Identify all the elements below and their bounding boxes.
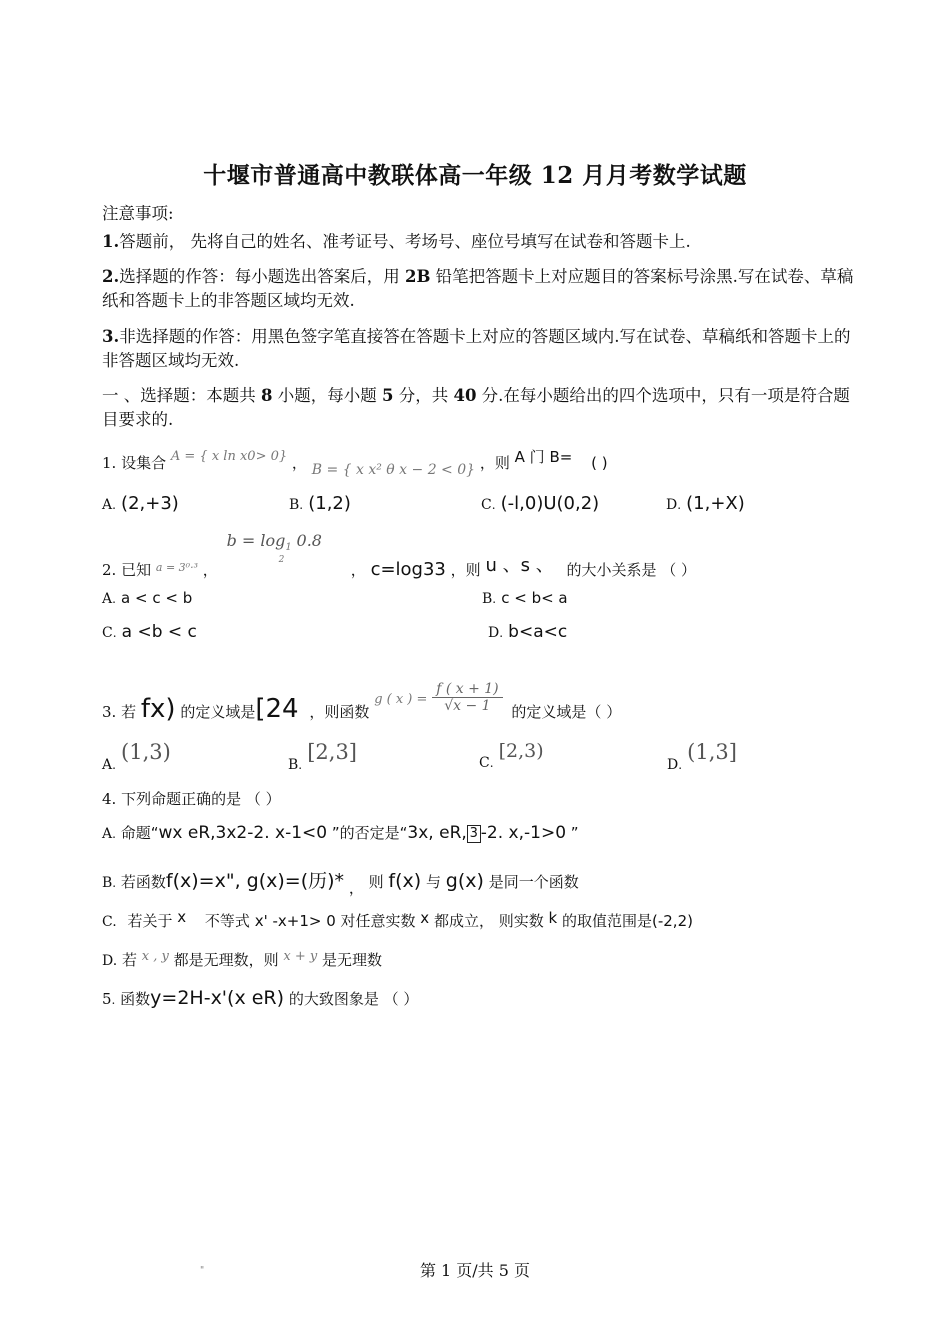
q2-option-d-text: b<a<c xyxy=(508,622,568,642)
option-dot: . xyxy=(678,758,683,772)
q3-num: 3. xyxy=(102,703,117,721)
q1-option-d-label: D xyxy=(666,497,678,513)
section-1-n2: 5 xyxy=(381,386,394,405)
question-5 xyxy=(102,987,418,1009)
q1-option-c-text: (-l,0)U(0,2) xyxy=(500,493,600,514)
q1-num: 1. xyxy=(102,454,117,472)
q1-paren: ( ) xyxy=(591,454,608,472)
q3-option-b xyxy=(288,740,358,773)
q4-option-c-label: C. xyxy=(102,914,117,930)
q3-then: ，则函数 xyxy=(309,703,370,721)
q3-option-d-text: (1,3] xyxy=(687,740,737,764)
q1-option-b-label: B xyxy=(289,497,300,513)
q2-option-a-label: A xyxy=(102,591,113,607)
q4-b-comma: ， xyxy=(348,879,364,897)
option-dot: . xyxy=(499,626,504,640)
notice-3-text: 非选择题的作答：用黑色签字笔直接答在答题卡上对应的答题区域内.写在试卷、草稿纸和答题卡上的非答题区域均无效. xyxy=(102,327,851,370)
q4-option-b-label: B xyxy=(102,875,113,891)
q2-comma1: ， xyxy=(202,561,218,579)
q1-set-a: A = { x ln x0> 0} xyxy=(170,449,288,464)
q1-option-a-label: A xyxy=(102,497,113,513)
section-1-c: 分，共 xyxy=(393,386,454,405)
q1-set-b: B = { x x² θ x − 2 < 0} xyxy=(311,462,476,478)
q4-a-pre: 命题“ xyxy=(120,824,159,842)
q2-rel: 的大小关系是 （ ） xyxy=(566,561,697,579)
q4-b-then: 则 xyxy=(368,873,384,891)
q2-option-a xyxy=(102,588,192,607)
q4-option-d xyxy=(102,949,382,970)
q4-d-tail: 是无理数 xyxy=(322,951,383,969)
q2-b-expr: b = log xyxy=(226,531,286,550)
q1-option-d xyxy=(666,493,745,514)
question-3 xyxy=(102,660,622,724)
q2-option-d-label: D xyxy=(488,625,500,641)
q5-num: 5 xyxy=(102,990,112,1008)
option-dot: . xyxy=(112,626,117,640)
q1-option-c xyxy=(481,493,599,514)
q4-c-x: x xyxy=(177,908,187,926)
option-dot: . xyxy=(299,498,304,512)
q2-option-c-text: a <b < c xyxy=(121,622,197,642)
q1-option-b xyxy=(289,493,351,514)
notice-3-num: 3. xyxy=(102,327,120,346)
q1-then: ，则 xyxy=(479,454,510,472)
notice-1-num: 1. xyxy=(102,232,120,251)
q4-a-expr2a: 3x, eR, xyxy=(407,823,467,843)
q4-a-expr2b: -2. x,-1>0 xyxy=(480,823,567,843)
q1-option-b-text: (1,2) xyxy=(308,493,351,514)
section-1-intro xyxy=(102,384,862,432)
q2-b-val: 0.8 xyxy=(296,531,322,550)
q2-option-c-label: C xyxy=(102,625,113,641)
q4-b-tail: 是同一个函数 xyxy=(488,873,579,891)
q4-option-d-label: D. xyxy=(102,953,118,969)
option-dot: . xyxy=(112,498,116,512)
q4-c-k: k xyxy=(548,909,558,927)
q4-a-post: ” xyxy=(570,824,579,842)
option-dot: . xyxy=(112,876,117,890)
page-title: 十堰市普通高中教联体高一年级 12 月月考数学试题 xyxy=(203,162,747,189)
notice-2-bold: 2B xyxy=(404,267,431,286)
notice-2 xyxy=(102,265,862,313)
q1-option-a-text: (2,+3) xyxy=(121,493,179,514)
notice-2-num: 2. xyxy=(102,267,120,286)
q4-a-expr1: wx eR,3x2-2. x-1<0 xyxy=(158,823,328,843)
q3-option-a-text: (1,3) xyxy=(121,740,171,764)
q4-option-b xyxy=(102,866,579,897)
option-dot: . xyxy=(677,498,682,512)
q1-option-d-text: (1,+X) xyxy=(686,493,745,514)
q2-then: ，则 xyxy=(450,561,481,579)
q2-option-c xyxy=(102,622,197,642)
q4-b-and: 与 xyxy=(425,873,441,891)
q4-option-a xyxy=(102,822,579,843)
q2-a-expr: a = 3⁰·³ xyxy=(155,561,198,574)
q3-option-d-label: D xyxy=(667,757,679,773)
option-dot: . xyxy=(298,758,303,772)
q4-option-c xyxy=(102,910,693,931)
section-1-n3: 40 xyxy=(453,386,477,405)
q3-option-d xyxy=(667,740,737,773)
q3-fx: fx) xyxy=(140,694,176,724)
q3-g-numerator: f ( x + 1) xyxy=(432,681,502,698)
q5-tail: 的大致图象是 （ ） xyxy=(288,990,419,1008)
q4-b-fx: f(x) xyxy=(388,870,422,892)
notice-2-text-a: 选择题的作答：每小题选出答案后，用 xyxy=(119,267,405,286)
option-dot: . xyxy=(491,498,496,512)
option-dot: . xyxy=(112,827,116,841)
q3-g-lhs: g ( x ) = xyxy=(374,692,428,707)
q1-lead: 设集合 xyxy=(121,454,167,472)
option-dot: . xyxy=(112,592,116,606)
q5-expr: y=2H-x'(x eR) xyxy=(150,987,285,1009)
page-footer: 第 1 页/共 5 页 xyxy=(419,1261,531,1280)
section-1-d: 分.在每小题给出的四个选项中，只有一项是符合题目要求的. xyxy=(102,386,850,429)
q3-g-denominator: √x − 1 xyxy=(444,697,491,714)
q3-domain: [24 xyxy=(255,694,299,724)
q2-num: 2. xyxy=(102,561,117,579)
q3-option-c-label: C xyxy=(479,755,490,771)
q4-d-xy: x , y xyxy=(141,949,169,964)
q4-stem: 下列命题正确的是 （ ） xyxy=(121,790,281,808)
q4-c-tail: 的取值范围是(-2,2) xyxy=(562,912,693,930)
q2-comma2: ， xyxy=(350,561,366,579)
notice-2-text-b: 铅笔把答题卡上对应题目的答案标号涂黑.写在试卷、草稿纸和答题卡上的非答题区域均无效. xyxy=(102,267,854,310)
section-1-a: 一 、选择题：本题共 xyxy=(102,386,261,405)
option-dot: . xyxy=(489,756,494,770)
option-dot: . xyxy=(112,758,116,772)
notice-1 xyxy=(102,230,862,254)
q1-option-c-label: C xyxy=(481,497,492,513)
q4-d-pre: 若 xyxy=(121,951,137,969)
q4-b-pre: 若函数 xyxy=(120,873,166,891)
q3-tail: 的定义域是（ ） xyxy=(511,703,622,721)
q4-a-mid: ”的否定是“ xyxy=(331,824,408,842)
q1-comma: ， xyxy=(291,454,307,472)
q3-option-c xyxy=(479,740,544,771)
q3-g-fraction xyxy=(432,681,502,714)
section-1-b: 小题，每小题 xyxy=(272,386,382,405)
q1-option-a xyxy=(102,493,179,514)
option-dot: . xyxy=(111,993,116,1007)
q4-c-ineq: 不等式 x' -x+1> 0 对任意实数 xyxy=(204,912,416,930)
q3-option-a xyxy=(102,740,171,773)
footer-mark: " xyxy=(200,1266,205,1276)
q2-option-d xyxy=(488,622,567,642)
q2-c-expr: c=log33 xyxy=(370,559,446,580)
q2-option-a-text: a < c < b xyxy=(121,589,193,607)
q4-option-a-label: A xyxy=(102,826,113,842)
q4-b-expr1: f(x)=x", g(x)=(历)* xyxy=(165,870,345,892)
q2-vars: u 、s 、 xyxy=(485,555,554,576)
q4-b-gx: g(x) xyxy=(445,870,484,892)
q3-lead: 若 xyxy=(121,703,137,721)
q4-d-mid: 都是无理数，则 xyxy=(173,951,279,969)
q5-lead: 函数 xyxy=(120,990,151,1008)
question-4 xyxy=(102,788,281,809)
q4-c-pre: 若关于 xyxy=(127,912,173,930)
q3-option-b-label: B xyxy=(288,757,299,773)
q2-option-b-label: B xyxy=(482,591,493,607)
option-dot: . xyxy=(492,592,497,606)
q2-b-den: 2 xyxy=(278,555,285,565)
section-1-n1: 8 xyxy=(261,386,273,405)
q2-lead: 已知 xyxy=(121,561,152,579)
q3-mid: 的定义域是 xyxy=(180,703,256,721)
q2-b-expr-group xyxy=(226,531,322,565)
q2-b-sub: 1 xyxy=(285,542,292,553)
q4-num: 4. xyxy=(102,790,117,808)
notice-heading: 注意事项: xyxy=(102,204,174,223)
q2-option-b-text: c < b< a xyxy=(501,589,568,607)
question-1 xyxy=(102,448,608,478)
q3-option-a-label: A xyxy=(102,757,113,773)
q1-expr: A 门 B= xyxy=(514,448,573,466)
q3-option-b-text: [2,3] xyxy=(307,740,358,764)
q4-c-x2: x xyxy=(420,909,430,927)
q3-option-c-text: [2,3) xyxy=(498,740,544,762)
q4-a-box: 3 xyxy=(467,825,481,843)
q2-option-b xyxy=(482,588,568,607)
q4-d-sum: x + y xyxy=(283,949,318,964)
notice-1-text: 答题前， 先将自己的姓名、准考证号、考场号、座位号填写在试卷和答题卡上. xyxy=(119,232,691,251)
q4-c-mid: 都成立， 则实数 xyxy=(433,912,544,930)
notice-3 xyxy=(102,325,862,373)
